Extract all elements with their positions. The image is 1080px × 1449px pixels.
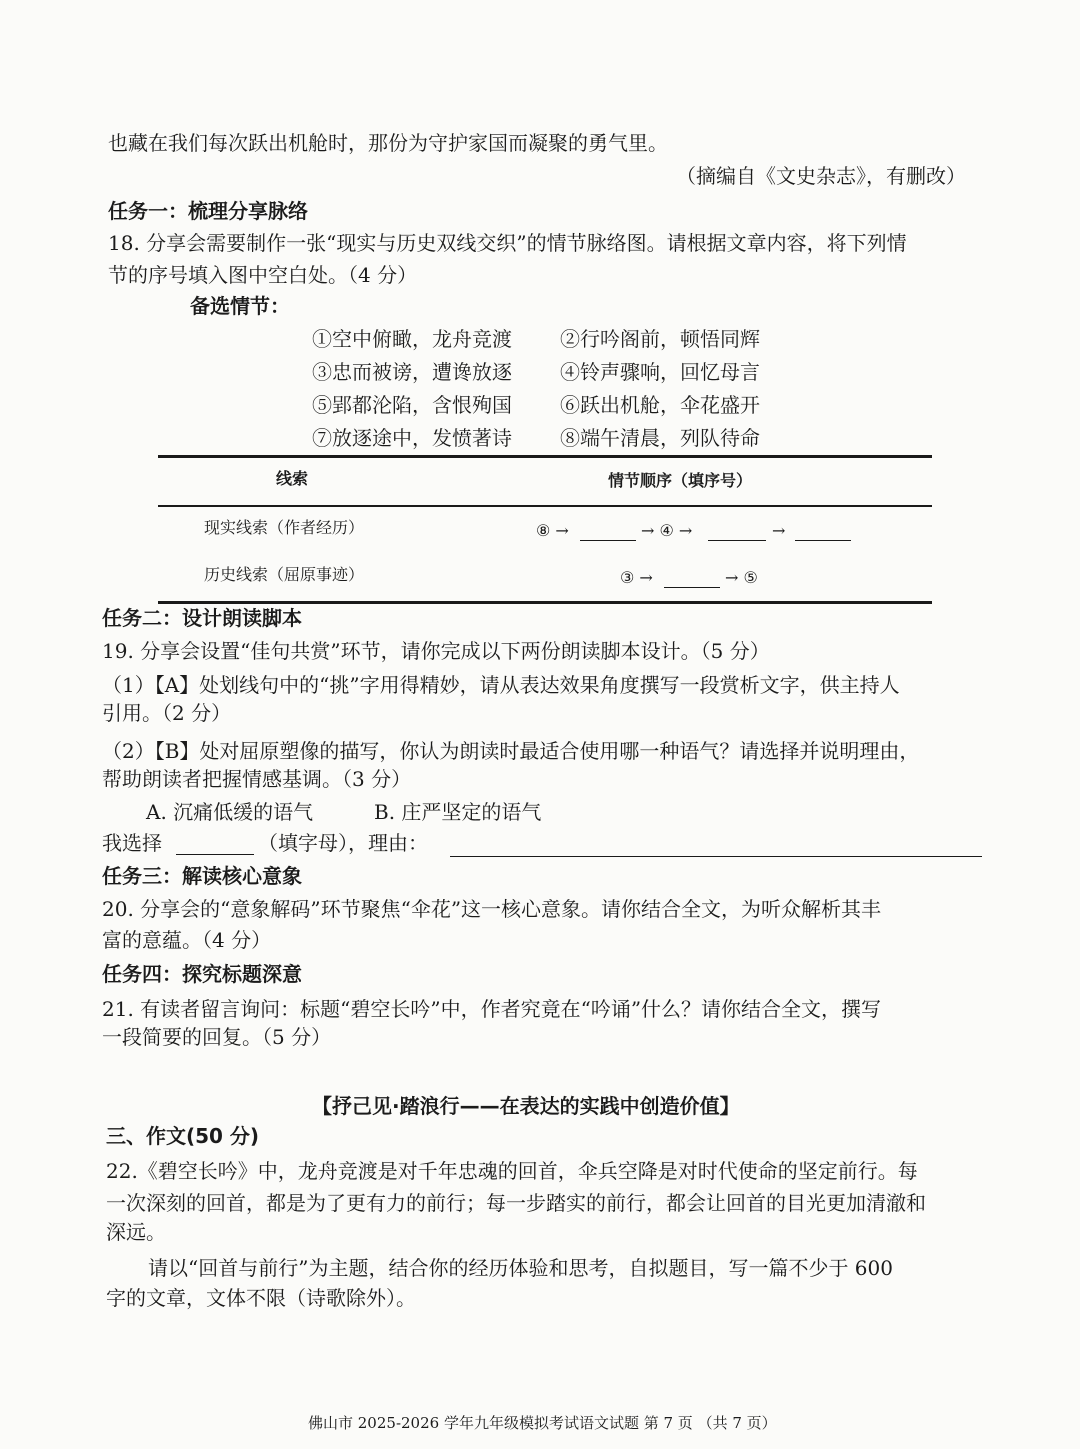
answer-prefix: 我选择 [102,831,162,855]
letter-answer-blank[interactable] [176,836,254,855]
q18-line2: 节的序号填入图中空白处。（4 分） [108,263,418,287]
q22-line3: 深远。 [106,1220,166,1244]
reason-answer-blank[interactable] [450,838,982,857]
row-real-label: 现实线索（作者经历） [204,518,365,537]
row-history-end: → ⑤ [725,568,758,587]
option-5: ⑤郢都沦陷，含恨殉国 [312,393,512,417]
choice-a: A. 沉痛低缓的语气 [146,800,314,824]
passage-last-line: 也藏在我们每次跃出机舱时，那份为守护家国而凝聚的勇气里。 [108,131,668,155]
table-top-rule [158,455,932,458]
row-real-arrow-mid: → ④ → [641,521,693,540]
table-header-order: 情节顺序（填序号） [608,471,753,490]
q21-line1: 21. 有读者留言询问：标题“碧空长吟”中，作者究竟在“吟诵”什么？请你结合全文，撰写 [102,997,882,1021]
q19-2-line2: 帮助朗读者把握情感基调。（3 分） [102,767,412,791]
q19-line1: 19. 分享会设置“佳句共赏”环节，请你完成以下两份朗读脚本设计。（5 分） [102,639,770,663]
choice-b: B. 庄严坚定的语气 [374,800,542,824]
row-real-blank-3[interactable] [795,522,851,541]
q22-line2: 一次深刻的回首，都是为了更有力的前行；每一步踏实的前行，都会让回首的目光更加清澈和 [106,1191,926,1215]
q20-line2: 富的意蕴。（4 分） [102,928,272,952]
q21-line2: 一段简要的回复。（5 分） [102,1025,332,1049]
option-7: ⑦放逐途中，发愤著诗 [312,426,512,450]
q22-line4: 请以“回首与前行”为主题，结合你的经历体验和思考，自拟题目，写一篇不少于 600 [148,1256,893,1280]
task2-heading: 任务二：设计朗读脚本 [102,606,302,630]
section3-heading: 三、作文(50 分) [106,1124,260,1148]
table-header-rule [158,505,932,507]
q19-1-line1: （1）【A】处划线句中的“挑”字用得精妙，请从表达效果角度撰写一段赏析文字，供主持人 [102,673,900,697]
q20-line1: 20. 分享会的“意象解码”环节聚焦“伞花”这一核心意象。请你结合全文，为听众解析其丰 [102,897,882,921]
row-history-start: ③ → [620,568,653,587]
options-label: 备选情节： [190,294,290,318]
row-real-blank-2[interactable] [708,522,766,541]
row-real-blank-1[interactable] [580,522,636,541]
answer-mid: （填字母），理由： [258,831,428,855]
q19-1-line2: 引用。（2 分） [102,701,232,725]
q18-line1: 18. 分享会需要制作一张“现实与历史双线交织”的情节脉络图。请根据文章内容，将下列情 [108,231,907,255]
q22-line1: 22.《碧空长吟》中，龙舟竞渡是对千年忠魂的回首，伞兵空降是对时代使命的坚定前行。每 [106,1159,918,1183]
row-real-start: ⑧ → [536,521,569,540]
row-history-label: 历史线索（屈原事迹） [204,565,365,584]
table-header-clue: 线索 [276,469,309,488]
option-6: ⑥跃出机舱，伞花盛开 [560,393,760,417]
q19-2-line1: （2）【B】处对屈原塑像的描写，你认为朗读时最适合使用哪一种语气？请选择并说明理由， [102,739,920,763]
option-4: ④铃声骤响，回忆母言 [560,360,760,384]
row-real-arrow-end: → [772,521,786,540]
option-1: ①空中俯瞰，龙舟竞渡 [312,327,512,351]
task1-heading: 任务一：梳理分享脉络 [108,199,308,223]
q22-line5: 字的文章，文体不限（诗歌除外）。 [106,1286,416,1310]
option-8: ⑧端午清晨，列队待命 [560,426,760,450]
task4-heading: 任务四：探究标题深意 [102,962,302,986]
task3-heading: 任务三：解读核心意象 [102,864,302,888]
option-2: ②行吟阁前，顿悟同辉 [560,327,760,351]
source-citation: （摘编自《文史杂志》，有删改） [676,164,966,188]
page-footer: 佛山市 2025-2026 学年九年级模拟考试语文试题 第 7 页 （共 7 页） [308,1414,777,1432]
row-history-blank[interactable] [664,569,720,588]
section3-banner: 【抒己见·踏浪行——在表达的实践中创造价值】 [312,1094,740,1118]
option-3: ③忠而被谤，遭谗放逐 [312,360,512,384]
